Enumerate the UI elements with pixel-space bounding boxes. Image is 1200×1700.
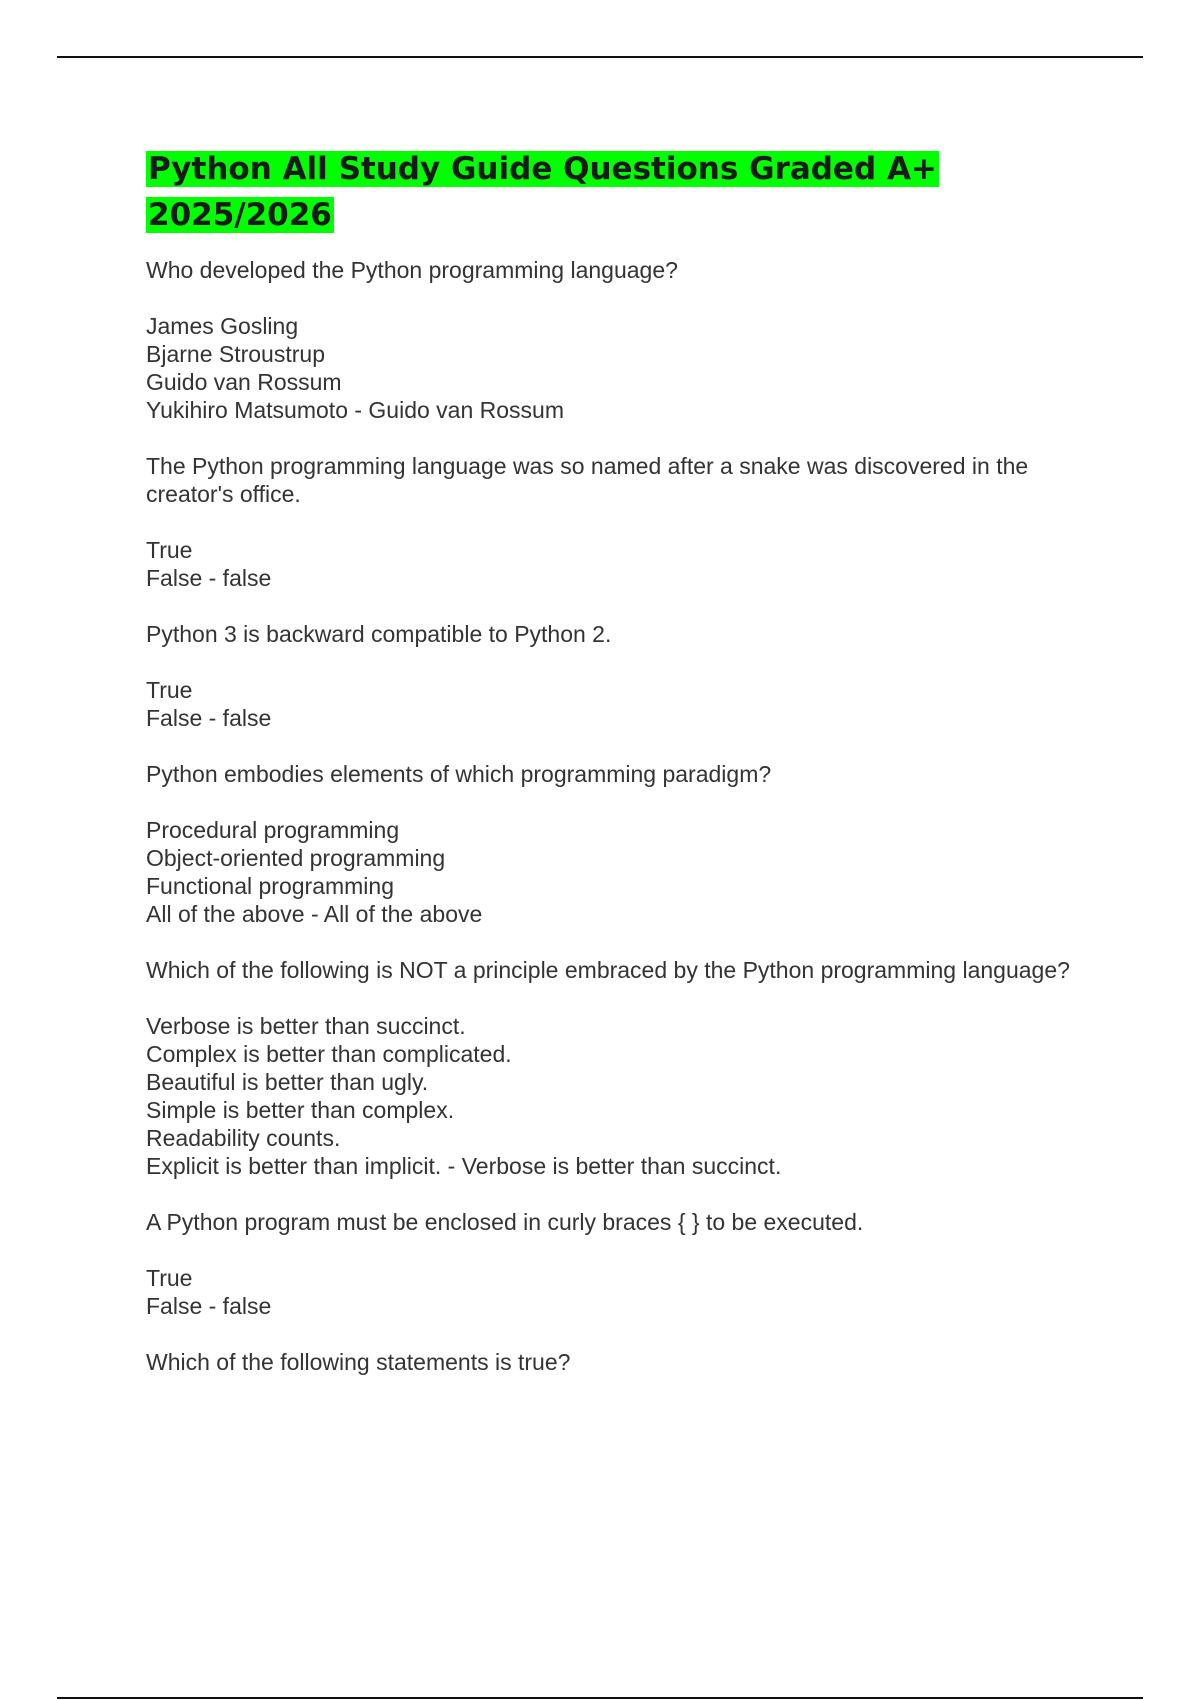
answer-option: True <box>146 677 193 703</box>
answer-option: Object-oriented programming <box>146 845 446 871</box>
title-line-1: Python All Study Guide Questions Graded A+ <box>148 151 937 187</box>
answer-option: All of the above - All of the above <box>146 901 483 927</box>
answer-option: Readability counts. <box>146 1125 341 1151</box>
top-rule <box>57 56 1143 58</box>
question-text: Which of the following is NOT a principle embraced by the Python programming language? <box>146 957 1070 983</box>
answer-option: True <box>146 1265 193 1291</box>
answer-option: False - false <box>146 565 272 591</box>
question-block-4 <box>146 760 1106 928</box>
question-text: Who developed the Python programming language? <box>146 257 678 283</box>
answer-option: James Gosling <box>146 313 299 339</box>
answer-option: Bjarne Stroustrup <box>146 341 325 367</box>
question-text: The Python programming language was so named after a snake was discovered in the creator's office. <box>146 453 1029 507</box>
question-text: A Python program must be enclosed in curly braces { } to be executed. <box>146 1209 864 1235</box>
answer-option: False - false <box>146 1293 272 1319</box>
answer-option: Beautiful is better than ugly. <box>146 1069 429 1095</box>
question-block-1 <box>146 256 1106 424</box>
answer-option: Guido van Rossum <box>146 369 342 395</box>
question-text: Which of the following statements is true? <box>146 1349 571 1375</box>
question-text: Python 3 is backward compatible to Python 2. <box>146 621 612 647</box>
answer-option: Complex is better than complicated. <box>146 1041 512 1067</box>
document-body <box>146 146 1106 1404</box>
answer-option: Functional programming <box>146 873 395 899</box>
question-block-3 <box>146 620 1106 732</box>
title-line-2: 2025/2026 <box>148 197 332 233</box>
answer-option: Verbose is better than succinct. <box>146 1013 466 1039</box>
answer-option: Explicit is better than implicit. - Verbose is better than succinct. <box>146 1153 782 1179</box>
question-text: Python embodies elements of which programming paradigm? <box>146 761 772 787</box>
answer-option: Procedural programming <box>146 817 400 843</box>
answer-option: False - false <box>146 705 272 731</box>
answer-option: Simple is better than complex. <box>146 1097 455 1123</box>
question-block-2 <box>146 452 1106 592</box>
answer-option: Yukihiro Matsumoto - Guido van Rossum <box>146 397 565 423</box>
question-block-6 <box>146 1208 1106 1320</box>
bottom-rule <box>57 1697 1143 1699</box>
answer-option: True <box>146 537 193 563</box>
document-title <box>146 146 1106 238</box>
question-block-7 <box>146 1348 1106 1376</box>
question-block-5 <box>146 956 1106 1180</box>
